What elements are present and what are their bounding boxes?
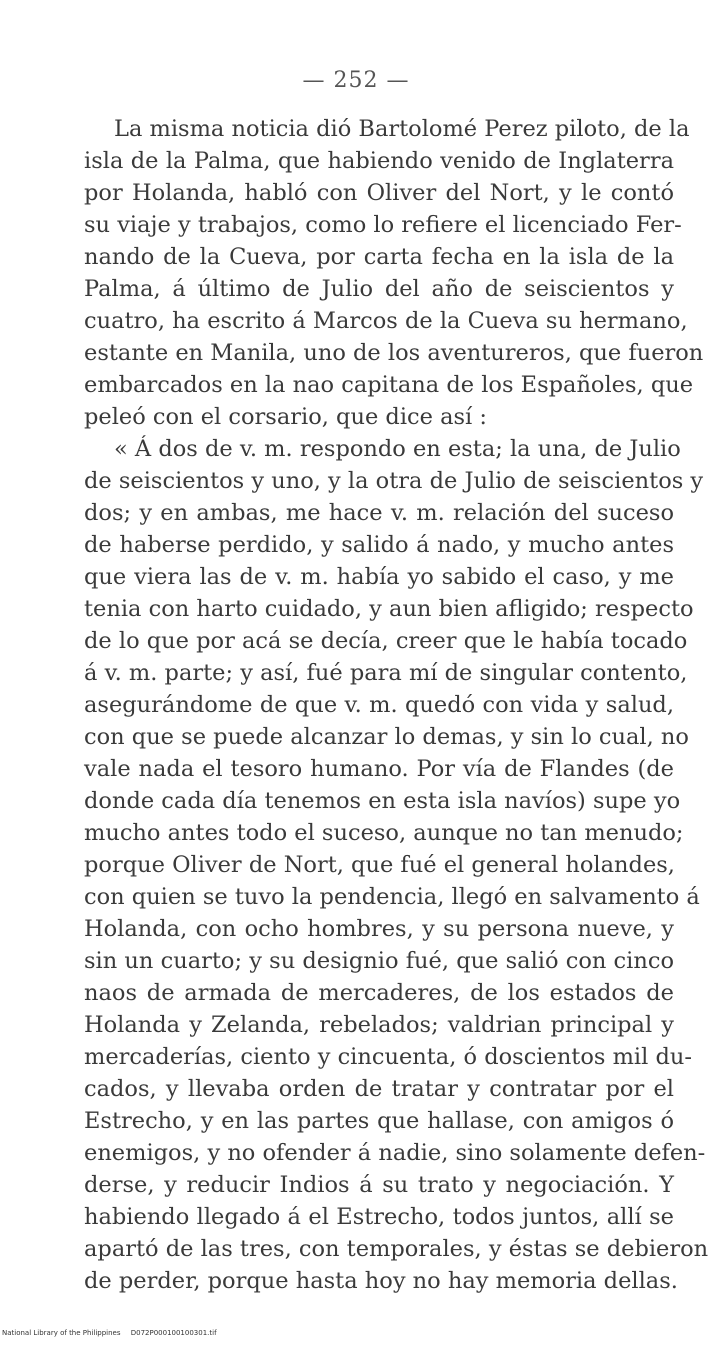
- text-line: dos; y en ambas, me hace v. m. relación del suceso: [84, 500, 674, 526]
- library-credit: National Library of the Philippines: [2, 1329, 121, 1337]
- text-line: Palma, á último de Julio del año de seiscientos y: [84, 276, 674, 302]
- text-line: enemigos, y no ofender á nadie, sino solamente defen-: [84, 1140, 706, 1166]
- text-line: derse, y reducir Indios á su trato y negociación. Y: [84, 1172, 674, 1198]
- text-line: Holanda, con ocho hombres, y su persona nueve, y: [84, 916, 674, 942]
- page-number: — 252 —: [302, 68, 410, 93]
- text-line: La misma noticia dió Bartolomé Perez piloto, de la: [114, 116, 690, 142]
- text-line: isla de la Palma, que habiendo venido de Inglaterra: [84, 148, 674, 174]
- text-line: de lo que por acá se decía, creer que le había tocado: [84, 628, 688, 654]
- text-line: habiendo llegado á el Estrecho, todos juntos, allí se: [84, 1204, 674, 1230]
- text-line: nando de la Cueva, por carta fecha en la isla de la: [84, 244, 674, 270]
- text-line: asegurándome de que v. m. quedó con vida y salud,: [84, 692, 674, 718]
- text-line: á v. m. parte; y así, fué para mí de singular contento,: [84, 660, 688, 686]
- text-line: con quien se tuvo la pendencia, llegó en salvamento á: [84, 884, 700, 910]
- text-line: sin un cuarto; y su designio fué, que salió con cinco: [84, 948, 674, 974]
- text-line: Estrecho, y en las partes que hallase, con amigos ó: [84, 1108, 674, 1134]
- text-line: « Á dos de v. m. respondo en esta; la una, de Julio: [114, 436, 681, 462]
- text-line: Holanda y Zelanda, rebelados; valdrian principal y: [84, 1012, 674, 1038]
- text-line: vale nada el tesoro humano. Por vía de Flandes (de: [84, 756, 674, 782]
- text-line: mucho antes todo el suceso, aunque no tan menudo;: [84, 820, 684, 846]
- text-line: con que se puede alcanzar lo demas, y sin lo cual, no: [84, 724, 689, 750]
- text-line: cados, y llevaba orden de tratar y contratar por el: [84, 1076, 674, 1102]
- text-line: porque Oliver de Nort, que fué el general holandes,: [84, 852, 675, 878]
- text-line: peleó con el corsario, que dice así :: [84, 404, 487, 430]
- text-line: estante en Manila, uno de los aventureros, que fueron: [84, 340, 704, 366]
- text-line: cuatro, ha escrito á Marcos de la Cueva su hermano,: [84, 308, 688, 334]
- text-line: que viera las de v. m. había yo sabido el caso, y me: [84, 564, 674, 590]
- scan-file-code: D072P000100100301.tif: [130, 1329, 217, 1337]
- text-line: naos de armada de mercaderes, de los estados de: [84, 980, 674, 1006]
- text-line: mercaderías, ciento y cincuenta, ó doscientos mil du-: [84, 1044, 692, 1070]
- text-line: por Holanda, habló con Oliver del Nort, y le contó: [84, 180, 674, 206]
- text-line: de perder, porque hasta hoy no hay memoria dellas.: [84, 1268, 678, 1294]
- text-line: embarcados en la nao capitana de los Españoles, que: [84, 372, 694, 398]
- scan-footer: [2, 1329, 225, 1337]
- text-line: su viaje y trabajos, como lo refiere el licenciado Fer-: [84, 212, 682, 238]
- text-line: donde cada día tenemos en esta isla navíos) supe yo: [84, 788, 681, 814]
- text-line: de seiscientos y uno, y la otra de Julio de seiscientos y: [84, 468, 704, 494]
- text-line: apartó de las tres, con temporales, y éstas se debieron: [84, 1236, 709, 1262]
- text-line: de haberse perdido, y salido á nado, y mucho antes: [84, 532, 674, 558]
- text-line: tenia con harto cuidado, y aun bien afligido; respecto: [84, 596, 694, 622]
